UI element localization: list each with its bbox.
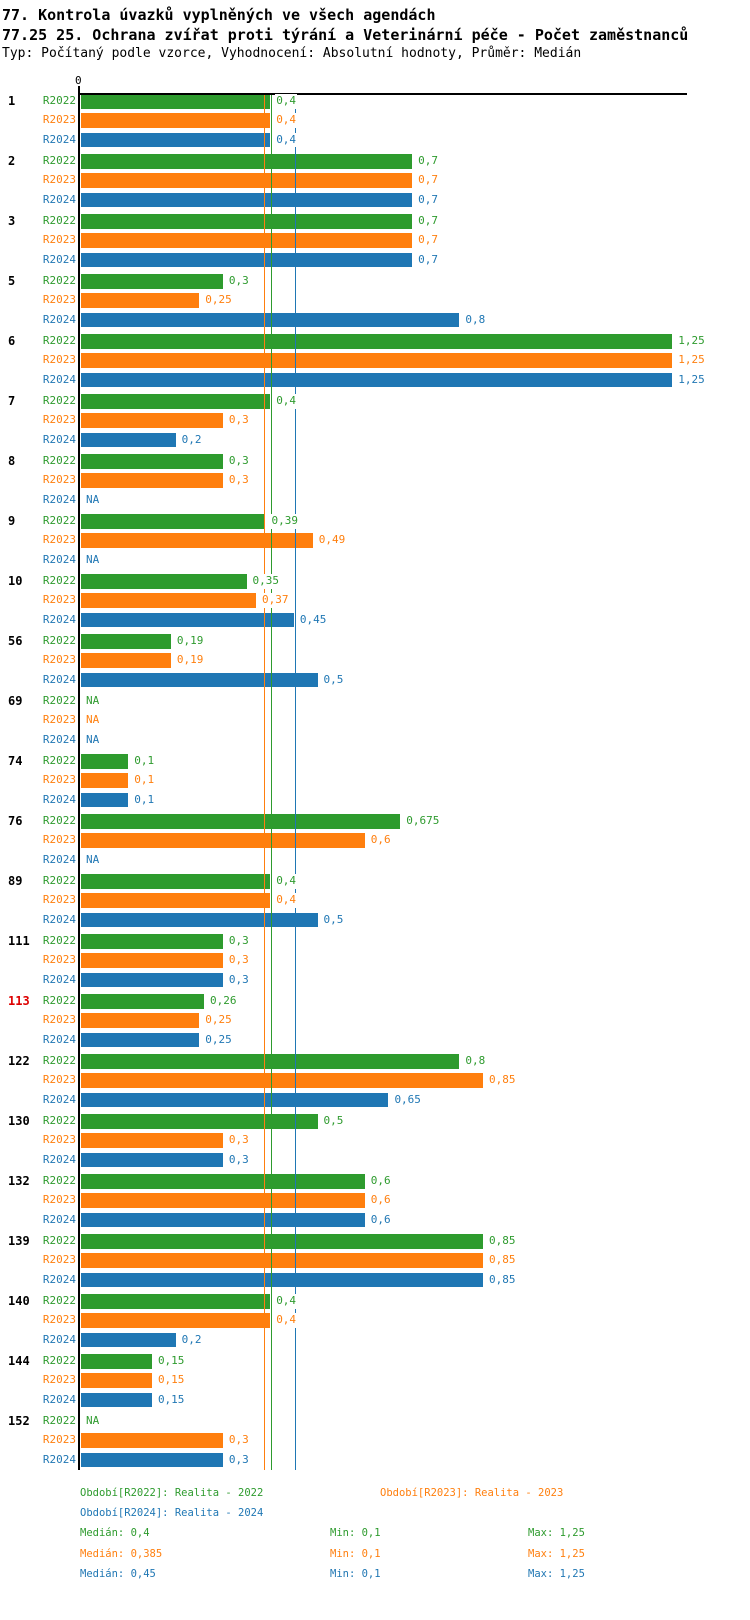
bar-r2024 <box>81 433 176 448</box>
series-row-label: R2022 <box>42 1114 76 1127</box>
series-row-label: R2024 <box>42 1332 76 1346</box>
legend-median-r2022: Medián: 0,4 <box>80 1527 150 1539</box>
bar-r2024 <box>81 1153 223 1168</box>
bar-value-label: 0,6 <box>370 1174 391 1187</box>
bar-r2022 <box>81 1174 365 1189</box>
bar-r2022 <box>81 754 128 769</box>
bar-value-label: 0,6 <box>370 1212 391 1226</box>
series-row-label: R2022 <box>42 334 76 347</box>
series-row-label: R2022 <box>42 694 76 707</box>
series-row-label: R2023 <box>42 893 76 907</box>
bar-na-label: NA <box>86 732 100 746</box>
series-row-label: R2022 <box>42 1294 76 1307</box>
bar-value-label: 0,3 <box>228 953 249 967</box>
series-row-label: R2023 <box>42 293 76 307</box>
series-row-label: R2023 <box>42 173 76 187</box>
series-row-label: R2023 <box>42 1253 76 1267</box>
bar-r2024 <box>81 253 412 268</box>
bar-value-label: 0,4 <box>276 893 297 907</box>
group-id-label: 1 <box>8 94 16 108</box>
bar-value-label: 1,25 <box>678 334 705 347</box>
bar-r2022 <box>81 874 270 889</box>
bar-value-label: 0,85 <box>489 1073 516 1087</box>
bar-r2024 <box>81 1273 483 1288</box>
x-axis-line <box>78 93 687 95</box>
series-row-label: R2022 <box>42 814 76 827</box>
series-row-label: R2023 <box>42 833 76 847</box>
bar-r2024 <box>81 1213 365 1228</box>
bar-value-label: 0,4 <box>276 132 297 146</box>
series-row-label: R2024 <box>42 672 76 686</box>
bar-value-label: 0,25 <box>205 1013 232 1027</box>
group-id-label: 130 <box>8 1114 30 1128</box>
group-id-label: 113 <box>8 994 30 1008</box>
bar-value-label: 0,37 <box>262 593 289 607</box>
bar-value-label: 0,39 <box>271 514 298 527</box>
bar-value-label: 0,85 <box>489 1272 516 1286</box>
series-row-label: R2024 <box>42 1452 76 1466</box>
series-row-label: R2022 <box>42 1174 76 1187</box>
series-row-label: R2022 <box>42 994 76 1007</box>
bar-value-label: 0,15 <box>157 1354 185 1367</box>
bar-value-label: 0,4 <box>276 94 297 107</box>
bar-r2024 <box>81 1393 152 1408</box>
bar-value-label: 0,25 <box>205 293 232 307</box>
bar-value-label: 0,2 <box>181 432 202 446</box>
bar-r2022 <box>81 1054 459 1069</box>
group-id-label: 139 <box>8 1234 30 1248</box>
series-row-label: R2024 <box>42 132 76 146</box>
bar-value-label: 0,6 <box>370 833 391 847</box>
group-id-label: 144 <box>8 1354 30 1368</box>
bar-r2023 <box>81 173 412 188</box>
bar-r2023 <box>81 653 171 668</box>
bar-value-label: 0,7 <box>418 233 438 247</box>
series-row-label: R2024 <box>42 852 76 866</box>
bar-r2022 <box>81 814 400 829</box>
group-id-label: 56 <box>8 634 23 648</box>
series-row-label: R2023 <box>42 1013 76 1027</box>
series-row-label: R2023 <box>42 353 76 367</box>
bar-r2023 <box>81 1073 483 1088</box>
series-row-label: R2024 <box>42 732 76 746</box>
series-row-label: R2023 <box>42 953 76 967</box>
series-row-label: R2023 <box>42 653 76 667</box>
bar-value-label: 0,1 <box>134 792 155 806</box>
legend-min-r2024: Min: 0,1 <box>330 1568 381 1580</box>
bar-value-label: 0,7 <box>418 252 438 266</box>
series-row-label: R2023 <box>42 1193 76 1207</box>
legend-max-r2023: Max: 1,25 <box>528 1548 585 1560</box>
bar-r2023 <box>81 893 270 908</box>
series-row-label: R2023 <box>42 113 76 127</box>
bar-r2023 <box>81 833 365 848</box>
bar-r2022 <box>81 994 204 1009</box>
bar-value-label: 0,7 <box>418 154 438 167</box>
group-id-label: 76 <box>8 814 23 828</box>
bar-value-label: 0,6 <box>370 1193 391 1207</box>
group-id-label: 9 <box>8 514 16 528</box>
bar-value-label: 0,5 <box>323 912 344 926</box>
legend-min-r2022: Min: 0,1 <box>330 1527 381 1539</box>
series-row-label: R2022 <box>42 454 76 467</box>
bar-r2022 <box>81 394 270 409</box>
bar-r2022 <box>81 1114 318 1129</box>
series-row-label: R2024 <box>42 192 76 206</box>
series-row-label: R2022 <box>42 154 76 167</box>
bar-r2023 <box>81 533 313 548</box>
bar-r2023 <box>81 593 256 608</box>
bar-value-label: 0,3 <box>228 1433 249 1447</box>
bar-r2024 <box>81 193 412 208</box>
series-row-label: R2022 <box>42 574 76 587</box>
series-row-label: R2024 <box>42 1392 76 1406</box>
series-row-label: R2022 <box>42 754 76 767</box>
bar-value-label: 0,4 <box>276 874 297 887</box>
group-id-label: 2 <box>8 154 16 168</box>
bar-value-label: 0,4 <box>276 1294 297 1307</box>
bar-r2022 <box>81 274 223 289</box>
bar-r2023 <box>81 1313 270 1328</box>
series-row-label: R2022 <box>42 934 76 947</box>
bar-r2023 <box>81 353 672 368</box>
bar-r2023 <box>81 233 412 248</box>
bar-r2022 <box>81 454 223 469</box>
bar-na-label: NA <box>86 1414 100 1427</box>
series-row-label: R2022 <box>42 214 76 227</box>
bar-r2023 <box>81 1373 152 1388</box>
series-row-label: R2022 <box>42 274 76 287</box>
series-row-label: R2023 <box>42 1313 76 1327</box>
bar-value-label: 0,45 <box>299 612 327 626</box>
bar-r2022 <box>81 334 672 349</box>
bar-r2024 <box>81 133 270 148</box>
legend-periods-row-1 <box>0 1487 750 1500</box>
series-row-label: R2024 <box>42 972 76 986</box>
legend-median-r2023: Medián: 0,385 <box>80 1548 163 1560</box>
bar-value-label: 0,4 <box>276 113 297 127</box>
series-row-label: R2023 <box>42 713 76 727</box>
series-row-label: R2024 <box>42 492 76 506</box>
series-row-label: R2022 <box>42 1234 76 1247</box>
bar-r2023 <box>81 113 270 128</box>
group-id-label: 3 <box>8 214 16 228</box>
legend-max-r2022: Max: 1,25 <box>528 1527 585 1539</box>
bar-na-label: NA <box>86 492 100 506</box>
bar-r2024 <box>81 1033 199 1048</box>
bar-r2022 <box>81 934 223 949</box>
bar-value-label: 0,3 <box>228 934 249 947</box>
bar-value-label: 0,675 <box>406 814 440 827</box>
bar-value-label: 0,8 <box>465 1054 486 1067</box>
bar-r2024 <box>81 613 294 628</box>
group-id-label: 132 <box>8 1174 30 1188</box>
series-row-label: R2022 <box>42 1054 76 1067</box>
series-row-label: R2023 <box>42 233 76 247</box>
bar-value-label: 0,1 <box>134 773 155 787</box>
bar-r2022 <box>81 1294 270 1309</box>
series-row-label: R2022 <box>42 394 76 407</box>
bar-r2022 <box>81 1234 483 1249</box>
series-row-label: R2023 <box>42 533 76 547</box>
bar-r2024 <box>81 673 318 688</box>
bar-r2024 <box>81 793 128 808</box>
group-id-label: 74 <box>8 754 23 768</box>
bar-value-label: 0,3 <box>228 473 249 487</box>
series-row-label: R2024 <box>42 1092 76 1106</box>
series-row-label: R2023 <box>42 773 76 787</box>
bar-value-label: 0,35 <box>252 574 280 587</box>
series-row-label: R2024 <box>42 372 76 386</box>
bar-na-label: NA <box>86 694 100 707</box>
bar-r2024 <box>81 1333 176 1348</box>
x-axis-zero-tick-label: 0 <box>75 74 82 87</box>
bar-r2022 <box>81 514 265 529</box>
bar-value-label: 0,85 <box>489 1253 516 1267</box>
bar-value-label: 0,15 <box>157 1373 185 1387</box>
bar-r2023 <box>81 293 199 308</box>
bar-r2022 <box>81 154 412 169</box>
bar-value-label: 0,8 <box>465 312 486 326</box>
bar-r2022 <box>81 94 270 109</box>
bar-value-label: 0,3 <box>228 972 249 986</box>
bar-r2023 <box>81 1193 365 1208</box>
group-id-label: 111 <box>8 934 30 948</box>
median-line-r2022 <box>271 95 272 1470</box>
series-row-label: R2024 <box>42 792 76 806</box>
median-line-r2024 <box>295 95 296 1470</box>
bar-value-label: 0,49 <box>318 533 346 547</box>
bar-r2023 <box>81 1253 483 1268</box>
bar-value-label: 0,19 <box>176 653 204 667</box>
bar-value-label: 0,19 <box>176 634 204 647</box>
bar-value-label: 0,3 <box>228 1133 249 1147</box>
bar-value-label: 0,3 <box>228 274 249 287</box>
bar-na-label: NA <box>86 713 100 727</box>
bar-value-label: 0,3 <box>228 1152 249 1166</box>
series-row-label: R2022 <box>42 1414 76 1427</box>
series-row-label: R2023 <box>42 413 76 427</box>
bar-r2022 <box>81 214 412 229</box>
bar-value-label: 0,65 <box>394 1092 421 1106</box>
bar-r2024 <box>81 913 318 928</box>
series-row-label: R2023 <box>42 473 76 487</box>
group-id-label: 8 <box>8 454 16 468</box>
legend-min-r2023: Min: 0,1 <box>330 1548 381 1560</box>
series-row-label: R2024 <box>42 252 76 266</box>
bar-value-label: 0,5 <box>323 672 344 686</box>
series-row-label: R2024 <box>42 1032 76 1046</box>
group-id-label: 89 <box>8 874 23 888</box>
bar-r2023 <box>81 473 223 488</box>
series-row-label: R2024 <box>42 1152 76 1166</box>
bar-r2024 <box>81 973 223 988</box>
bar-r2023 <box>81 773 128 788</box>
group-id-label: 7 <box>8 394 16 408</box>
bar-na-label: NA <box>86 552 100 566</box>
series-row-label: R2022 <box>42 634 76 647</box>
median-line-r2023 <box>264 95 265 1470</box>
page-subtitle: 77.25 25. Ochrana zvířat proti týrání a Veterinární péče - Počet zaměstnanců <box>2 26 689 44</box>
group-id-label: 5 <box>8 274 16 288</box>
bar-value-label: 0,2 <box>181 1332 202 1346</box>
bar-value-label: 0,7 <box>418 192 438 206</box>
series-row-label: R2023 <box>42 1433 76 1447</box>
y-axis-line <box>78 86 80 1470</box>
legend-stats-r2022 <box>0 1527 750 1540</box>
bar-value-label: 0,4 <box>276 394 297 407</box>
legend-median-r2024: Medián: 0,45 <box>80 1568 156 1580</box>
series-row-label: R2024 <box>42 912 76 926</box>
group-id-label: 140 <box>8 1294 30 1308</box>
legend-period-r2022: Období[R2022]: Realita - 2022 <box>80 1487 264 1499</box>
group-id-label: 6 <box>8 334 16 348</box>
bar-r2022 <box>81 1354 152 1369</box>
bar-value-label: 0,5 <box>323 1114 344 1127</box>
legend-period-r2024: Období[R2024]: Realita - 2024 <box>80 1507 264 1519</box>
bar-value-label: 0,1 <box>134 754 155 767</box>
bar-value-label: 0,3 <box>228 454 249 467</box>
series-row-label: R2024 <box>42 552 76 566</box>
bar-r2023 <box>81 1433 223 1448</box>
legend-periods-row-2 <box>0 1507 750 1520</box>
bar-value-label: 0,3 <box>228 413 249 427</box>
bar-value-label: 1,25 <box>678 372 705 386</box>
series-row-label: R2024 <box>42 1272 76 1286</box>
series-row-label: R2023 <box>42 1073 76 1087</box>
group-id-label: 10 <box>8 574 23 588</box>
series-row-label: R2024 <box>42 612 76 626</box>
bar-r2024 <box>81 313 459 328</box>
bar-value-label: 0,15 <box>157 1392 185 1406</box>
series-row-label: R2023 <box>42 1373 76 1387</box>
bar-value-label: 0,4 <box>276 1313 297 1327</box>
legend-stats-r2023 <box>0 1548 750 1561</box>
bar-value-label: 1,25 <box>678 353 705 367</box>
bar-r2024 <box>81 1093 388 1108</box>
legend-stats-r2024 <box>0 1568 750 1581</box>
bar-r2023 <box>81 1013 199 1028</box>
bar-r2023 <box>81 1133 223 1148</box>
bar-value-label: 0,25 <box>205 1032 232 1046</box>
bar-value-label: 0,7 <box>418 173 438 187</box>
series-row-label: R2022 <box>42 514 76 527</box>
page-title: 77. Kontrola úvazků vyplněných ve všech agendách <box>2 6 436 24</box>
series-row-label: R2023 <box>42 1133 76 1147</box>
bar-r2022 <box>81 634 171 649</box>
bar-r2023 <box>81 953 223 968</box>
group-id-label: 69 <box>8 694 23 708</box>
bar-value-label: 0,7 <box>418 214 438 227</box>
bar-value-label: 0,3 <box>228 1452 249 1466</box>
legend-period-r2023: Období[R2023]: Realita - 2023 <box>380 1487 564 1499</box>
group-id-label: 122 <box>8 1054 30 1068</box>
bar-r2024 <box>81 1453 223 1468</box>
bar-na-label: NA <box>86 852 100 866</box>
series-row-label: R2024 <box>42 312 76 326</box>
bar-r2023 <box>81 413 223 428</box>
series-row-label: R2022 <box>42 874 76 887</box>
series-row-label: R2024 <box>42 432 76 446</box>
series-row-label: R2023 <box>42 593 76 607</box>
group-id-label: 152 <box>8 1414 30 1428</box>
bar-value-label: 0,85 <box>489 1234 516 1247</box>
legend-max-r2024: Max: 1,25 <box>528 1568 585 1580</box>
bar-r2024 <box>81 373 672 388</box>
chart-meta-line: Typ: Počítaný podle vzorce, Vyhodnocení: Absolutní hodnoty, Průměr: Medián <box>2 46 582 61</box>
bar-value-label: 0,26 <box>209 994 237 1007</box>
series-row-label: R2022 <box>42 1354 76 1367</box>
series-row-label: R2024 <box>42 1212 76 1226</box>
bar-r2022 <box>81 574 247 589</box>
series-row-label: R2022 <box>42 94 76 107</box>
